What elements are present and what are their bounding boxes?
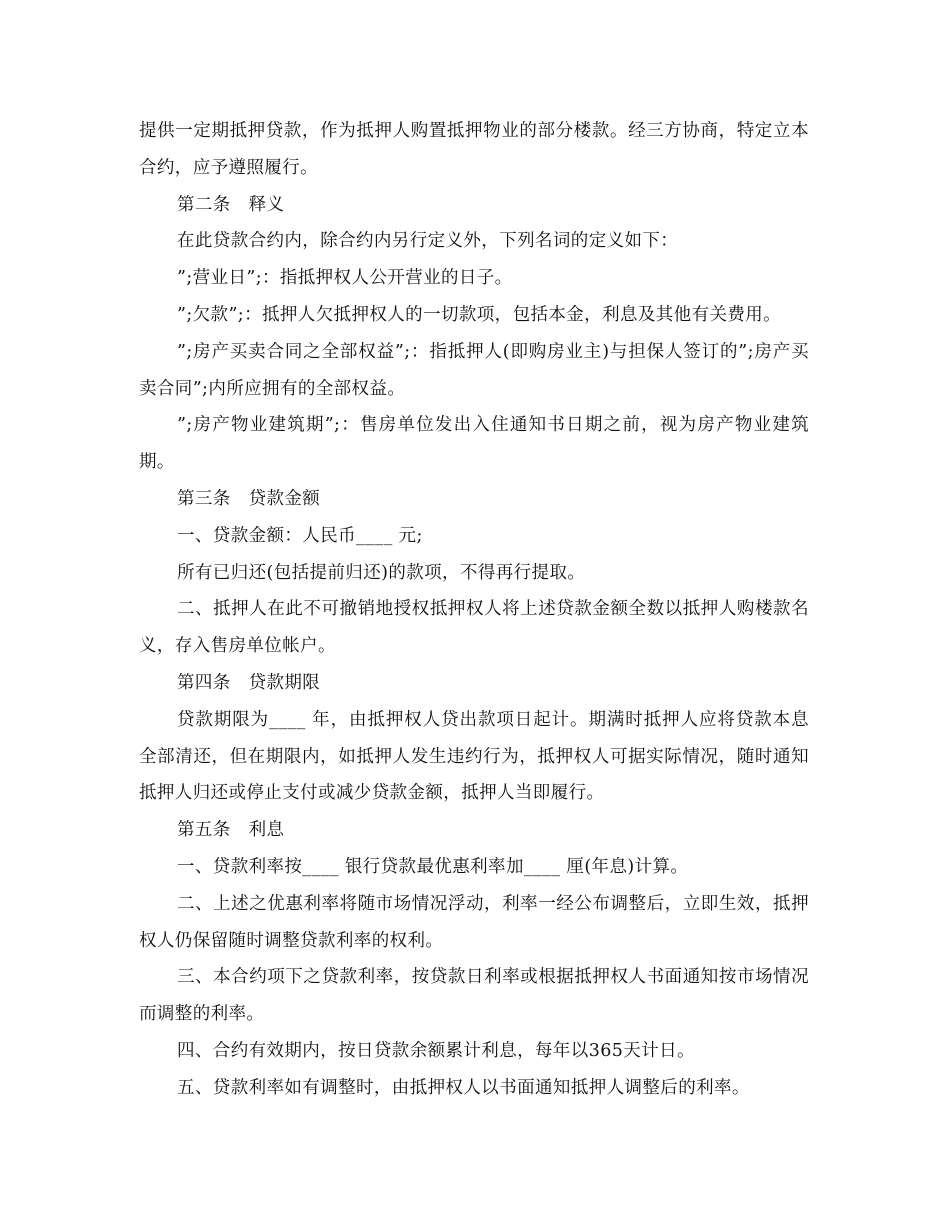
loan-amount-clause: 一、贷款金额：人民币____ 元; (177, 525, 423, 546)
definition-contract-rights: ”;房产买卖合同之全部权益”;：指抵押人(即购房业主)与担保人签订的”;房产买卖合同”;内所应拥有的全部权益。 (139, 341, 809, 399)
interest-clause-1: 一、贷款利率按____ 银行贷款最优惠利率加____ 厘(年息)计算。 (177, 856, 689, 877)
definitions-intro: 在此贷款合约内，除合约内另行定义外，下列名词的定义如下： (177, 231, 679, 252)
interest-clause-2: 二、上述之优惠利率将随市场情况浮动，利率一经公布调整后，立即生效，抵押权人仍保留随时调整贷款利率的权利。 (139, 893, 809, 951)
definition-construction-period: ”;房产物业建筑期”;：售房单位发出入住通知书日期之前，视为房产物业建筑期。 (139, 415, 809, 473)
interest-clause-3: 三、本合约项下之贷款利率，按贷款日利率或根据抵押权人书面通知按市场情况而调整的利率。 (139, 967, 809, 1025)
repaid-amount-clause: 所有已归还(包括提前归还)的款项，不得再行提取。 (177, 562, 586, 583)
article-2-heading: 第二条 释义 (177, 194, 285, 215)
definition-debt: ”;欠款”;：抵押人欠抵押权人的一切款项，包括本金，利息及其他有关费用。 (177, 304, 782, 325)
article-3-heading: 第三条 贷款金额 (177, 488, 321, 509)
interest-clause-4: 四、合约有效期内，按日贷款余额累计利息，每年以365天计日。 (177, 1040, 695, 1061)
loan-term-clause: 贷款期限为____ 年，由抵押权人贷出款项日起计。期满时抵押人应将贷款本息全部清还，但在期限内，如抵押人发生违约行为，抵押权人可据实际情况，随时通知抵押人归还或停止支付或减少贷款金额，抵押人当即履行。 (139, 709, 809, 804)
definition-business-day: ”;营业日”;：指抵押权人公开营业的日子。 (177, 268, 513, 289)
authorization-clause: 二、抵押人在此不可撤销地授权抵押权人将上述贷款金额全数以抵押人购楼款名义，存入售房单位帐户。 (139, 599, 809, 657)
article-4-heading: 第四条 贷款期限 (177, 672, 321, 693)
interest-clause-5: 五、贷款利率如有调整时，由抵押权人以书面通知抵押人调整后的利率。 (177, 1077, 750, 1098)
document-body (139, 113, 809, 1107)
paragraph-continuation: 提供一定期抵押贷款，作为抵押人购置抵押物业的部分楼款。经三方协商，特定立本合约，应予遵照履行。 (139, 121, 809, 178)
article-5-heading: 第五条 利息 (177, 820, 285, 841)
